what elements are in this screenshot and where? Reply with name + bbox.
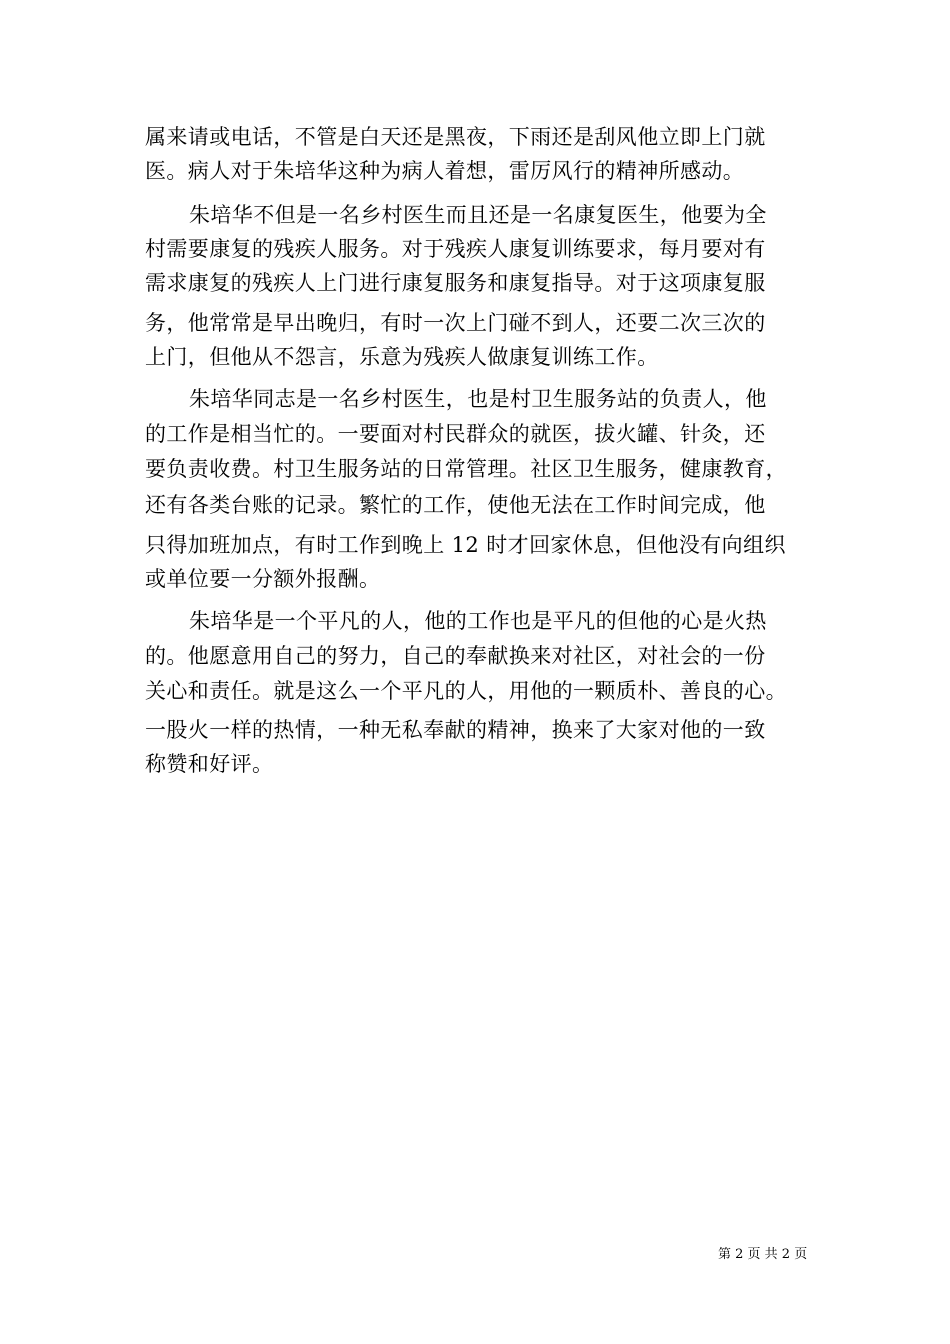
paragraph-first-line: 朱培华同志是一名乡村医生，也是村卫生服务站的负责人，他 [189, 387, 767, 411]
text-line: 关心和责任。就是这么一个平凡的人，用他的一颗质朴、善良的心。 [145, 679, 787, 703]
paragraph-first-line: 朱培华是一个平凡的人，他的工作也是平凡的但他的心是火热 [189, 609, 767, 633]
text-line: 称赞和好评。 [145, 752, 274, 776]
paragraph-first-line: 朱培华不但是一名乡村医生而且还是一名康复医生，他要为全 [189, 203, 767, 227]
text-line: 要负责收费。村卫生服务站的日常管理。社区卫生服务，健康教育， [145, 457, 787, 481]
text-line: 还有各类台账的记录。繁忙的工作，使他无法在工作时间完成，他 [145, 493, 766, 517]
text-line: 上门，但他从不怨言，乐意为残疾人做康复训练工作。 [145, 345, 659, 369]
text-line: 村需要康复的残疾人服务。对于残疾人康复训练要求，每月要对有 [145, 237, 766, 261]
text-line: 或单位要一分额外报酬。 [145, 567, 381, 591]
text-line: 的工作是相当忙的。一要面对村民群众的就医，拔火罐、针灸，还 [145, 422, 766, 446]
text-line: 的。他愿意用自己的努力，自己的奉献换来对社区，对社会的一份 [145, 644, 766, 668]
text-line: 医。病人对于朱培华这种为病人着想，雷厉风行的精神所感动。 [145, 159, 745, 183]
text-line: 务，他常常是早出晚归，有时一次上门碰不到人，还要二次三次的 [145, 311, 766, 335]
text-line: 只得加班加点，有时工作到晚上 12 时才回家休息，但他没有向组织 [145, 533, 786, 557]
text-line: 一股火一样的热情，一种无私奉献的精神，换来了大家对他的一致 [145, 718, 766, 742]
page-number: 第 2 页 共 2 页 [718, 1247, 808, 1262]
text-line: 需求康复的残疾人上门进行康复服务和康复指导。对于这项康复服 [145, 271, 766, 295]
text-line: 属来请或电话，不管是白天还是黑夜，下雨还是刮风他立即上门就 [145, 125, 766, 149]
